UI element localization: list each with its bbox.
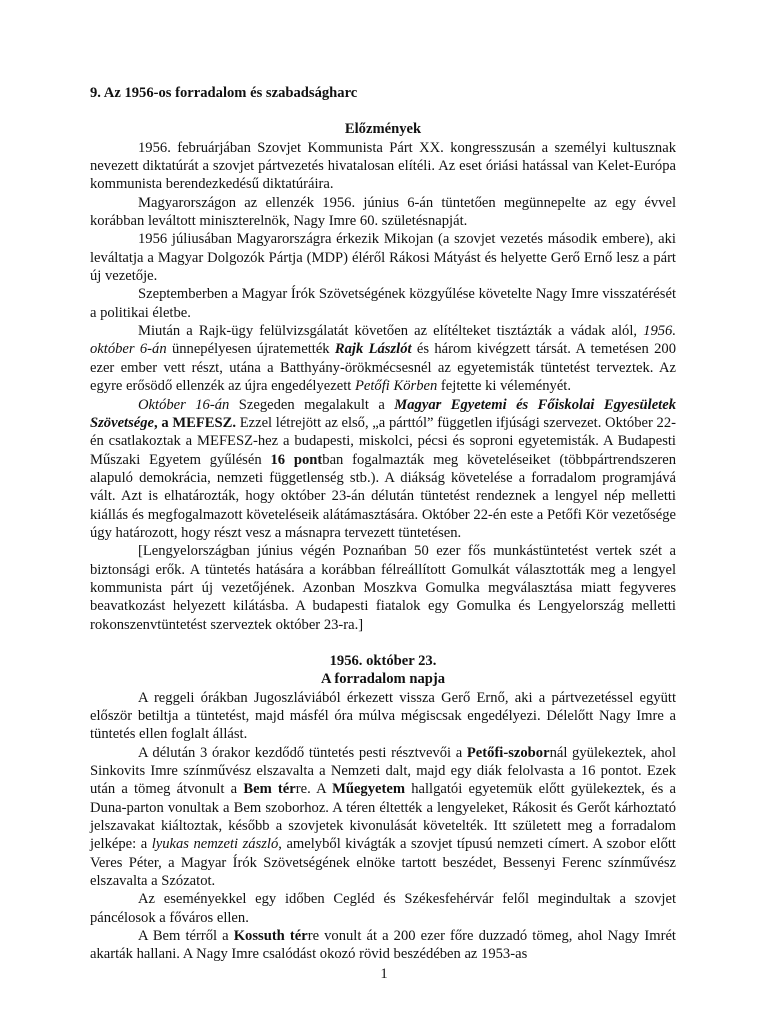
page-number: 1 xyxy=(380,966,388,982)
text-run: 1956. februárjában Szovjet Kommunista Párt XX. kongresszusán a személyi kultusznak nevezett diktatúrát a szovjet pártvezetés hivatalosan elítéli. Az eset óriási hatással van Kelet-Európa kommunista berendezkedésű diktatúráira. xyxy=(90,139,676,193)
text-run: Bem tér xyxy=(243,781,296,798)
text-run: Szeptemberben a Magyar Írók Szövetségének közgyűlése követelte Nagy Imre visszatérését a politikai életbe. xyxy=(90,286,676,321)
text-run: , a xyxy=(154,414,173,431)
paragraph xyxy=(90,744,676,891)
paragraph xyxy=(90,927,676,964)
text-run: A délután 3 órakor kezdődő tüntetés pesti résztvevői a xyxy=(138,744,467,761)
text-run: Petőfi-szobor xyxy=(466,744,550,761)
paragraph xyxy=(90,396,676,543)
paragraph xyxy=(90,230,676,285)
paragraph xyxy=(90,139,676,194)
text-run: lyukas nemzeti zászló xyxy=(151,836,279,853)
text-run: Ezzel létrejött az első, „a párttól” független ifjúsági szervezet. Október 22-én csatlakoztak a MEFESZ-hez a budapesti, miskolci, pécsi és soproni egyetemisták. A Budapesti Műszaki Egyetem gyűlésén xyxy=(90,414,676,468)
text-run: A reggeli órákban Jugoszláviából érkezett vissza Gerő Ernő, aki a pártvezetéssel együtt először betiltja a tüntetést, majd másfél óra múlva mégiscsak engedélyezi. Délelőtt Nagy Imre a tüntetés ellen foglalt állást. xyxy=(90,689,676,743)
document-page xyxy=(90,84,676,964)
text-run: ban fogalmazták meg követeléseiket (többpártrendszeren alapuló demokrácia, nemzeti függetlenség stb.). A diákság követelése a forradalom programjává vált. Azt is elhatározták, hogy október 23-án délután tüntetést rendeznek a lengyel nép melletti kiállás és megfogalmazott követeléseik alátámasztására. Október 22-én este a Petőfi Kör vezetősége úgy határozott, hogy részt vesz a másnapra tervezett tüntetésen. xyxy=(90,451,677,541)
text-run: 1956 júliusában Magyarországra érkezik Mikojan (a szovjet vezetés második embere), aki leváltatja a Magyar Dolgozók Pártja (MDP) éléről Rákosi Mátyást és helyette Gerő Ernő lesz a párt új vezetője. xyxy=(90,231,676,285)
text-run: MEFESZ. xyxy=(172,414,237,431)
paragraph xyxy=(90,689,676,744)
paragraph xyxy=(90,542,676,634)
text-run: [Lengyelországban június végén Poznańban 50 ezer fős munkástüntetést vertek szét a biztonsági erők. A tüntetés hatására a korábban félreállított Gomulkát választották meg a lengyel kommunista párt új vezetőjének. Azonban Moszkva Gomulka megválasztása miatt fegyveres beavatkozást helyezett kilátásba. A budapesti fiatalok egy Gomulka és Lengyelország melletti rokonszenvtüntetést szerveztek október 23-ra.] xyxy=(90,543,676,633)
text-run: re vonult át a 200 ezer főre duzzadó tömeg, ahol Nagy Imrét akarták hallani. A Nagy Imre csalódást okozó rövid beszédében az 1953-as xyxy=(90,928,676,963)
text-run: 16 pont xyxy=(270,451,323,468)
section-heading-forradalom-napja: A forradalom napja xyxy=(320,671,446,688)
text-run: Magyarországon az ellenzék 1956. június 6-án tüntetően megünnepelte az egy évvel korábban leváltott miniszterelnök, Nagy Imre 60. születésnapját. xyxy=(90,194,676,230)
document-title: 9. Az 1956-os forradalom és szabadságharc xyxy=(90,85,358,101)
text-run: ünnepélyesen újratemették xyxy=(166,341,335,358)
text-run: fejtette ki véleményét. xyxy=(437,378,571,395)
text-run: Kossuth tér xyxy=(233,928,308,945)
paragraph xyxy=(90,194,676,231)
paragraph xyxy=(90,322,676,395)
section-heading-elozmenyek: Előzmények xyxy=(344,121,422,138)
section-body-forradalom-napja xyxy=(90,689,676,964)
section-gap xyxy=(90,634,676,652)
text-run: nál gyülekeztek, ahol Sinkovits Imre színművész elszavalta a Nemzeti dalt, majd egy diák felolvasta a 16 pontot. Ezek után a tömeg átvonult a xyxy=(90,744,676,798)
section-body-elozmenyek xyxy=(90,139,676,634)
section-heading-date: 1956. október 23. xyxy=(329,652,437,669)
text-run: hallgatói egyetemük előtt gyülekeztek, és a Duna-parton vonultak a Bem szoborhoz. A téren éltették a lengyeleket, Rákosit és Gerőt kárhoztató jelszavakat kiáltoztak, később a szovjetek kivonulását követelték. Itt született meg a forradalom jelképe: a xyxy=(90,781,676,853)
text-run: 1956. október 6-án xyxy=(90,323,676,358)
text-run: re. A xyxy=(295,781,333,798)
text-run: Október 16-án xyxy=(138,396,230,413)
text-run: Az eseményekkel egy időben Cegléd és Székesfehérvár felől megindultak a szovjet páncélosok a főváros ellen. xyxy=(90,891,676,926)
text-run: Szegeden megalakult a xyxy=(229,396,395,413)
text-run: Rajk Lászlót xyxy=(334,341,412,358)
paragraph xyxy=(90,285,676,322)
text-run: Műegyetem xyxy=(332,781,405,798)
text-run: Miután a Rajk-ügy felülvizsgálatát követően az elítélteket tisztázták a vádak alól, xyxy=(138,323,644,340)
paragraph xyxy=(90,890,676,927)
text-run: Petőfi Körben xyxy=(354,378,438,395)
text-run: és három kivégzett társát. A temetésen 200 ezer ember vett részt, utána a Batthyány-örökmécsesnél az egyetemisták tüntetést terveztek. Az egyre erősödő ellenzék az újra engedélyezett xyxy=(90,341,677,395)
text-run: Magyar Egyetemi és Főiskolai Egyesületek Szövetsége xyxy=(90,396,676,431)
text-run: , amelyből kivágták a szovjet típusú nemzeti címert. A szobor előtt Veres Péter, a Magyar Írók Szövetségének elnöke tartott beszédet, Bessenyi Ferenc színművész elszavalta a Szózatot. xyxy=(90,836,676,890)
text-run: A Bem térről a xyxy=(138,928,234,945)
